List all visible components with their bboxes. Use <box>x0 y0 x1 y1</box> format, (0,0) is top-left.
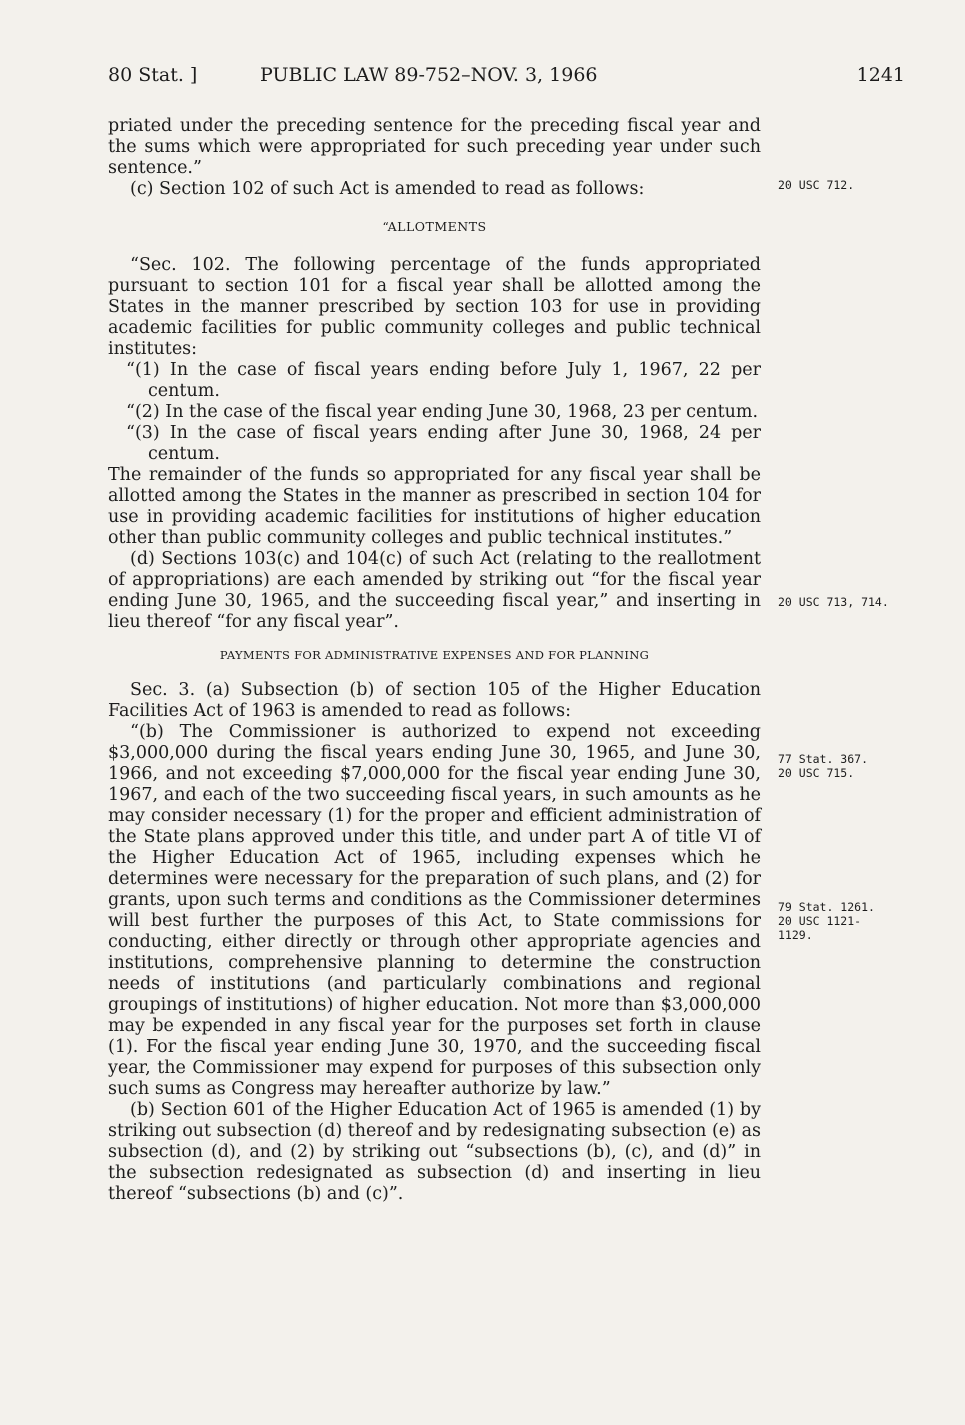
margin-note: 79 Stat. 1261. 20 USC 1121- 1129. <box>778 900 875 942</box>
paragraph: “Sec. 102. The following percentage of the funds appropriated pursuant to section 101 for a fiscal year shall be allotted among the States in the manner prescribed by section 103 for use in providing academic facilities for public community colleges and public technical institutes: <box>108 255 761 359</box>
section-heading-payments: PAYMENTS FOR ADMINISTRATIVE EXPENSES AND FOR PLANNING <box>219 648 650 662</box>
page-header <box>108 64 905 90</box>
paragraph: (b) Section 601 of the Higher Education Act of 1965 is amended (1) by striking out subsection (d) thereof and by redesignating subsection (e) as subsection (d), and (2) by striking out “subsections (b), (c), and (d)” in the subsection redesignated as subsection (d) and inserting in lieu thereof “subsections (b) and (c)”. <box>108 1100 761 1204</box>
statute-volume: 80 Stat. ] <box>108 64 198 86</box>
paragraph: (c) Section 102 of such Act is amended to read as follows: <box>130 179 645 199</box>
margin-note: 77 Stat. 367. 20 USC 715. <box>778 752 869 780</box>
page-number: 1241 <box>856 64 905 86</box>
paragraph: “(b) The Commissioner is authorized to expend not exceeding $3,000,000 during the fiscal years ending June 30, 1965, and June 30, 1966, and not exceeding $7,000,000 for the fiscal year ending June 30, 1967, and each of the two succeeding fiscal years, in such amounts as he may consider necessary (1) for the proper and efficient administration of the State plans approved under this title, and under part A of title VI of the Higher Education Act of 1965, including expenses which he determines were necessary for the preparation of such plans, and (2) for grants, upon such terms and conditions as the Commissioner determines will best further the purposes of this Act, to State commissions for conducting, either directly or through other appropriate agencies and institutions, comprehensive planning to determine the construction needs of institutions (and particularly combinations and regional groupings of institutions) of higher education. Not more than $3,000,000 may be expended in any fiscal year for the purposes set forth in clause (1). For the fiscal year ending June 30, 1970, and the succeeding fiscal year, the Commissioner may expend for purposes of this subsection only such sums as Congress may hereafter authorize by law.” <box>108 722 761 1099</box>
paragraph: priated under the preceding sentence for the preceding fiscal year and the sums which were appropriated for such preceding year under such sentence.” <box>108 116 761 178</box>
paragraph: The remainder of the funds so appropriated for any fiscal year shall be allotted among the States in the manner as prescribed in section 104 for use in providing academic facilities for institutions of higher education other than public community colleges and public technical institutes.” <box>108 465 761 548</box>
list-item: “(3) In the case of fiscal years ending after June 30, 1968, 24 per centum. <box>126 423 761 464</box>
list-item: “(2) In the case of the fiscal year ending June 30, 1968, 23 per centum. <box>126 402 759 422</box>
law-title: PUBLIC LAW 89-752–NOV. 3, 1966 <box>260 64 598 86</box>
paragraph: (d) Sections 103(c) and 104(c) of such Act (relating to the reallotment of appropriations) are each amended by striking out “for the fiscal year ending June 30, 1965, and the succeeding fiscal year,” and inserting in lieu thereof “for any fiscal year”. <box>108 549 761 632</box>
section-heading-allotments: “ALLOTMENTS <box>382 219 487 234</box>
body-text <box>108 116 761 1205</box>
paragraph: Sec. 3. (a) Subsection (b) of section 105 of the Higher Education Facilities Act of 1963 is amended to read as follows: <box>108 680 761 721</box>
margin-note: 20 USC 713, 714. <box>778 595 889 609</box>
margin-note: 20 USC 712. <box>778 178 855 192</box>
list-item: “(1) In the case of fiscal years ending before July 1, 1967, 22 per centum. <box>126 360 761 401</box>
